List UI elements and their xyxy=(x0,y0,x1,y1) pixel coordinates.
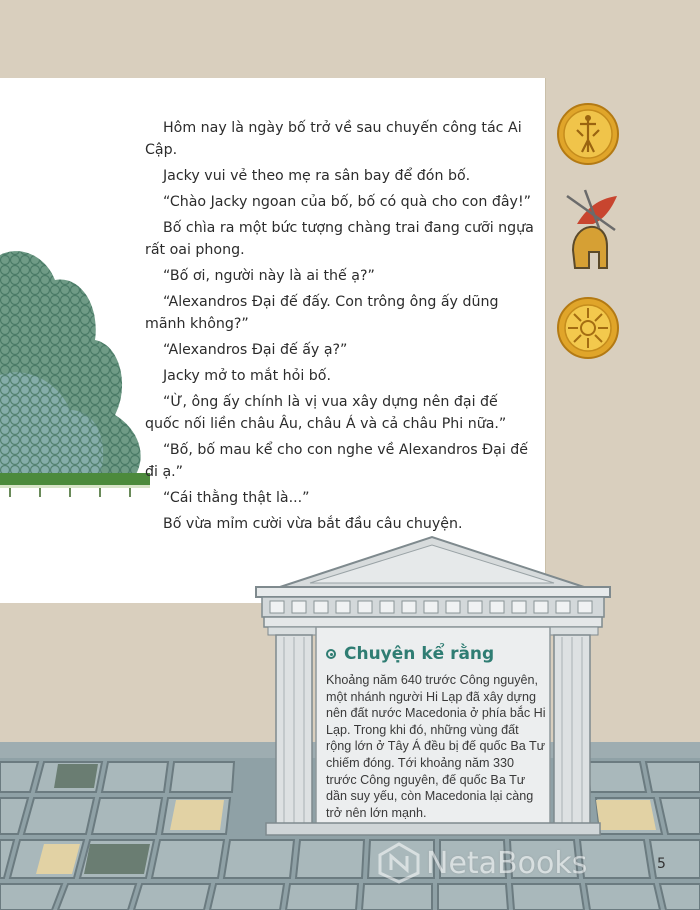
info-panel-title: Chuyện kể rằng xyxy=(344,644,495,664)
info-panel-body: Khoảng năm 640 trước Công nguyên, một nhánh người Hi Lạp đã xây dựng nên đất nước Macedonia ở phía bắc Hi Lạp. Trong khi đó, những vùng đất rộng lớn ở Tây Á đều bị đế quốc Ba Tư chiếm đóng. Tới khoảng năm 330 trước Công nguyên, đế quốc Ba Tư dần suy yếu, còn Macedonia lại càng trở nên lớn mạnh. xyxy=(326,673,546,820)
story-paragraph: “Bố ơi, người này là ai thế ạ?” xyxy=(163,268,375,284)
story-paragraph: “Chào Jacky ngoan của bố, bố có quà cho con đây!” xyxy=(163,194,531,210)
story-paragraph: Hôm nay là ngày bố trở về sau chuyến công tác Ai Cập. xyxy=(145,120,522,158)
watermark xyxy=(378,842,587,884)
page-number: 5 xyxy=(657,856,666,872)
story-paragraph: Bố chìa ra một bức tượng chàng trai đang cưỡi ngựa rất oai phong. xyxy=(145,220,534,258)
story-text xyxy=(145,117,535,539)
story-paragraph: “Bố, bố mau kể cho con nghe về Alexandros Đại đế đi ạ.” xyxy=(145,442,529,480)
story-paragraph: Bố vừa mỉm cười vừa bắt đầu câu chuyện. xyxy=(163,516,463,532)
gold-coin-sun-icon xyxy=(558,298,618,358)
story-paragraph: Jacky vui vẻ theo mẹ ra sân bay để đón bố. xyxy=(163,168,471,184)
side-icons xyxy=(555,100,635,370)
watermark-text: NetaBooks xyxy=(426,845,588,881)
spartan-helmet-icon xyxy=(567,190,617,268)
story-paragraph: “Alexandros Đại đế ấy ạ?” xyxy=(163,342,348,358)
bush-illustration xyxy=(0,245,155,510)
info-panel-heading xyxy=(326,644,550,664)
story-paragraph: Jacky mở to mắt hỏi bố. xyxy=(163,368,331,384)
info-panel xyxy=(322,640,550,820)
story-paragraph: “Alexandros Đại đế đấy. Con trông ông ấy dũng mãnh không?” xyxy=(145,294,499,332)
watermark-logo-icon xyxy=(378,842,420,884)
bullet-icon xyxy=(326,649,336,659)
story-paragraph: “Cái thằng thật là...” xyxy=(163,490,310,506)
gold-coin-figure-icon xyxy=(558,104,618,164)
story-paragraph: “Ừ, ông ấy chính là vị vua xây dựng nên đại đế quốc nối liền châu Âu, châu Á và cả châu Phi nữa.” xyxy=(145,394,507,432)
